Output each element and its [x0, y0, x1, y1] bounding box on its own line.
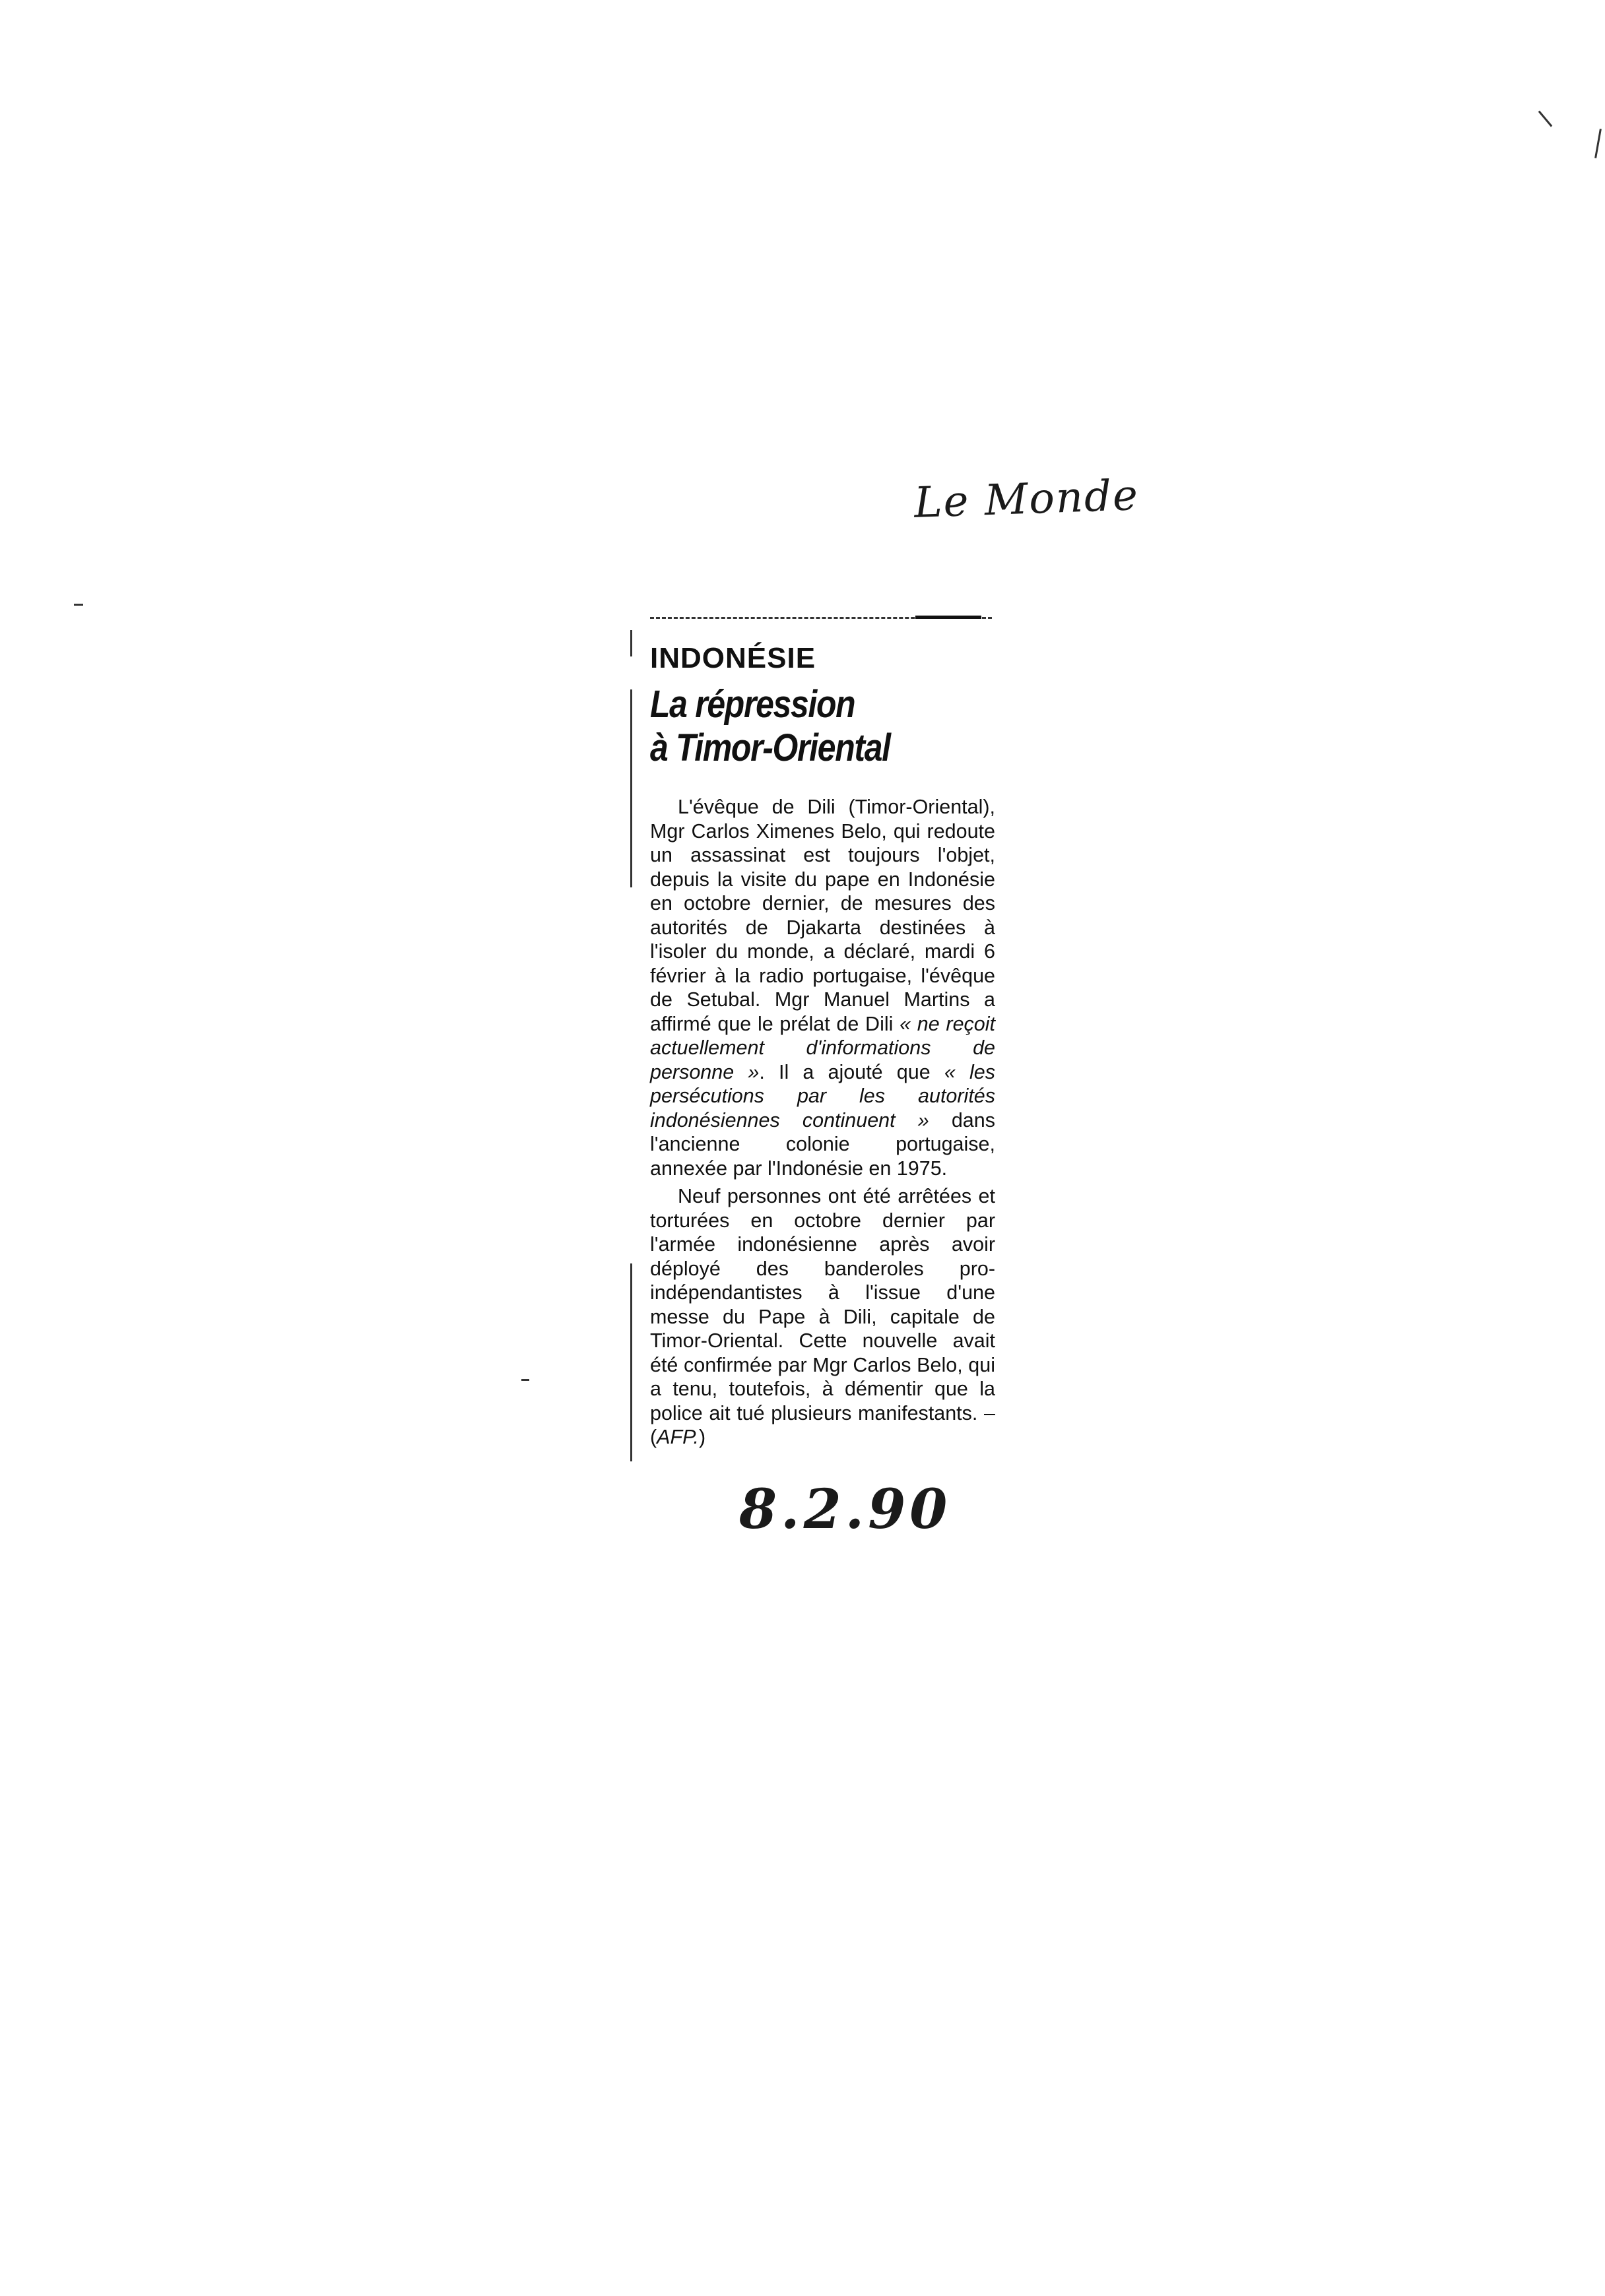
- paragraph-text: L'évêque de Dili (Timor-Oriental), Mgr Carlos Ximenes Belo, qui redoute un assassinat est toujours l'objet, depuis la visite du pape en Indonésie en octobre dernier, de mesures des autorités de Djakarta destinées à l'isoler du monde, a déclaré, mardi 6 février à la radio portugaise, l'évêque de Setubal. Mgr Manuel Martins a affirmé que le prélat de Dili: [650, 796, 995, 1035]
- news-agency: AFP.: [657, 1426, 700, 1448]
- clipping-edge-line: [630, 689, 632, 887]
- handwritten-source-note: Le Monde: [913, 471, 1140, 528]
- top-rule-accent: [915, 616, 981, 619]
- scan-mark: [1594, 129, 1602, 158]
- quote: « ne reçoit actuellement d'informations de personne »: [650, 1012, 995, 1083]
- scan-mark: [1538, 111, 1553, 127]
- headline-line-2: à Timor-Oriental: [650, 726, 890, 769]
- clipping-edge-line: [630, 1263, 632, 1461]
- paragraph-text: Neuf personnes ont été arrêtées et torturées en octobre dernier par l'armée indonésienne après avoir déployé des banderoles pro-indépendantistes à l'issue d'une messe du Pape à Dili, capitale de Timor-Oriental. Cette nouvelle avait été confirmée par Mgr Carlos Belo, qui a tenu, toutefois, à démentir que la police ait tué plusieurs manifestants. – (: [650, 1185, 995, 1448]
- article-kicker: INDONÉSIE: [650, 642, 816, 674]
- article-body: [650, 795, 995, 1450]
- article-paragraph-2: [650, 1184, 995, 1450]
- headline-line-1: La répression: [650, 683, 855, 726]
- scan-mark: [74, 604, 83, 606]
- handwritten-date-note: 8.2.90: [739, 1478, 952, 1541]
- article-paragraph-1: [650, 795, 995, 1180]
- paragraph-text: dans l'ancienne colonie portugaise, annexée par l'Indonésie en 1975.: [650, 1108, 995, 1180]
- article-headline: [650, 683, 945, 770]
- paragraph-text: ): [699, 1426, 706, 1448]
- quote: « les persécutions par les autorités indonésiennes continuent »: [650, 1060, 995, 1132]
- scan-mark: [521, 1379, 529, 1381]
- paragraph-text: . Il a ajouté que: [759, 1060, 944, 1083]
- clipping-edge-line: [630, 630, 632, 656]
